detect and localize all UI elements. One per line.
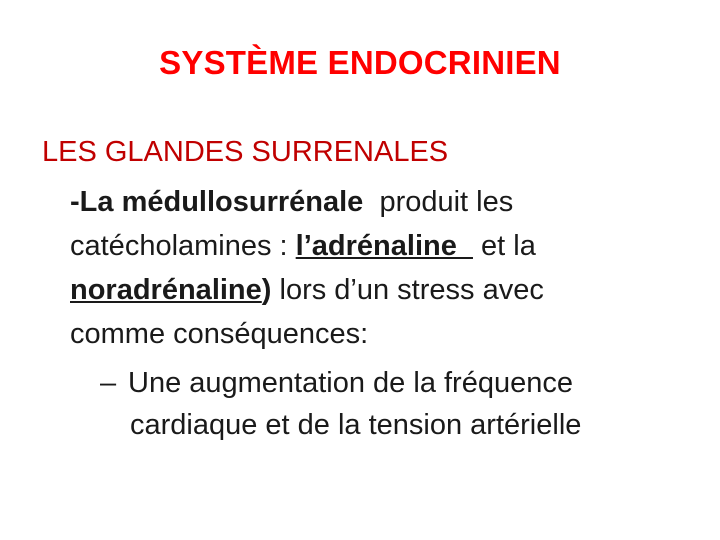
slide-content: [42, 132, 702, 446]
term-medullosurrenale: La médullosurrénale: [79, 186, 364, 218]
bullet-item: [100, 362, 702, 446]
paragraph-text-4: lors d’un stress avec: [271, 274, 544, 306]
term-adrenaline: l’adrénaline: [295, 230, 473, 262]
paragraph-line-1: [70, 180, 702, 224]
paragraph-line-3: [70, 268, 702, 312]
paragraph-text-5: comme conséquences:: [70, 318, 369, 350]
paren-close: ): [261, 274, 272, 306]
section-heading: LES GLANDES SURRENALES: [42, 136, 449, 168]
term-noradrenaline: noradrénaline: [70, 274, 262, 306]
bullet-dash: –: [100, 367, 117, 399]
paragraph-text-3: et la: [472, 230, 536, 262]
body-paragraph: [70, 180, 702, 356]
paragraph-line-4: [70, 312, 702, 356]
paragraph-line-2: [70, 224, 702, 268]
lead-dash: -: [70, 186, 80, 218]
bullet-line-1: Une augmentation de la fréquence: [128, 367, 573, 399]
bullet-line-2: cardiaque et de la tension artérielle: [130, 409, 582, 441]
slide-title: SYSTÈME ENDOCRINIEN: [159, 44, 561, 81]
paragraph-text-1: produit les: [363, 186, 514, 218]
paragraph-text-2: catécholamines :: [70, 230, 296, 262]
